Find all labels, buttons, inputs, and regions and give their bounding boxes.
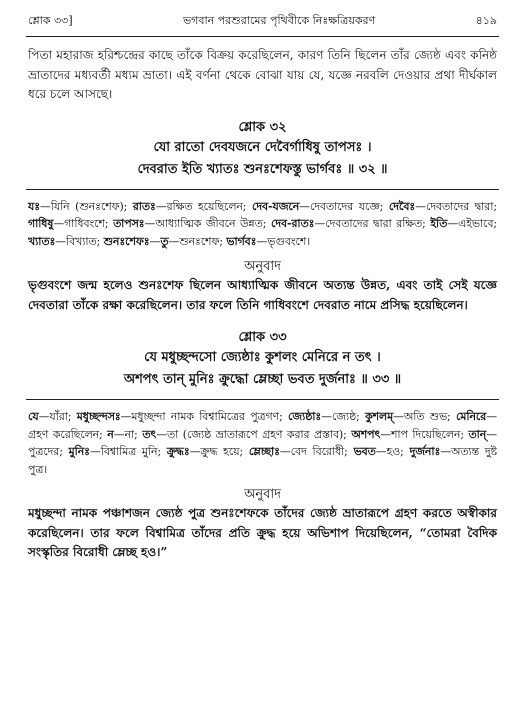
synonym-meaning: —এইভাবে; xyxy=(447,217,497,230)
synonym-meaning: —গ্রহণ করেছিলেন; xyxy=(28,410,497,441)
synonym-word: শুনঃশেফঃ xyxy=(103,234,150,248)
synonym-word: যঃ xyxy=(28,199,40,213)
synonym-word: কুশলম্ xyxy=(365,410,394,423)
synonym-word: ভার্গবঃ xyxy=(226,234,257,248)
synonym-meaning: —না; xyxy=(113,427,143,441)
verse-33-title: শ্লোক ৩৩ xyxy=(238,330,287,345)
verse-33-line-1: যে মধুচ্ছন্দসো জ্যেষ্ঠাঃ কুশলং মেনিরে ন তৎ । xyxy=(144,350,381,365)
synonym-word: দুর্জনাঃ xyxy=(409,445,441,458)
synonym-meaning: —দেবতাদের দ্বারা; xyxy=(415,199,497,213)
synonym-word: খ্যাতঃ xyxy=(28,234,56,248)
synonym-meaning: —ভৃগুবংশে। xyxy=(256,234,311,248)
synonym-meaning: —যিনি (শুনঃশেফ); xyxy=(39,199,133,213)
synonym-meaning: —শুনঃশেফ; xyxy=(168,234,227,248)
synonym-word: দেবৈঃ xyxy=(388,199,416,213)
synonym-word: মধুচ্ছন্দসঃ xyxy=(76,410,121,423)
verse-33-line-2: অশপৎ তান্ মুনিঃ ক্রুদ্ধো ম্লেচ্ছা ভবত দুর্জনাঃ ॥ ৩৩ ॥ xyxy=(123,372,402,387)
verse-32-line-1: যো রাতো দেবযজনে দেবৈর্গাধিষু তাপসঃ । xyxy=(153,139,372,155)
synonym-meaning: —শাপ দিয়েছিলেন; xyxy=(380,427,469,441)
synonym-word: ম্লেচ্ছাঃ xyxy=(248,445,280,458)
synonym-word: তৎ xyxy=(142,427,157,441)
synonym-word: দেব-যজনে xyxy=(251,199,300,213)
synonym-meaning: —বিশ্বামিত্র মুনি; xyxy=(89,445,167,458)
synonym-word: জ্যেষ্ঠাঃ xyxy=(288,410,322,423)
synonym-meaning: — xyxy=(149,234,161,248)
verse-32-title: শ্লোক ৩২ xyxy=(238,119,287,135)
synonym-meaning: —দেবতাদের দ্বারা রক্ষিত; xyxy=(314,217,431,230)
synonym-word: ভবত xyxy=(353,445,376,458)
synonym-word: রাতঃ xyxy=(132,199,156,213)
synonym-word: ন xyxy=(107,427,114,441)
synonym-word: তু xyxy=(160,234,169,248)
synonym-meaning: —আধ্যাত্মিক জীবনে উন্নত; xyxy=(144,217,271,230)
synonym-meaning: —যাঁরা; xyxy=(38,410,77,423)
synonym-word: তান্ xyxy=(468,427,487,441)
synonym-word: দেব-রাতঃ xyxy=(270,217,315,230)
synonym-meaning: —বিখ্যাত; xyxy=(55,234,104,248)
synonym-word: অশপৎ xyxy=(351,427,381,441)
synonym-meaning: —তা (জ্যেষ্ঠ ভ্রাতারূপে গ্রহণ করার প্রস্তাব); xyxy=(156,427,352,441)
verse-32-line-2: দেবরাত ইতি খ্যাতঃ শুনঃশেফস্তু ভার্গবঃ ॥ ৩২ ॥ xyxy=(137,161,388,177)
synonym-word: ইতি xyxy=(430,217,448,230)
synonym-word: মুনিঃ xyxy=(68,445,90,458)
synonym-word: যে xyxy=(28,410,39,423)
verse-33-translation: মধুচ্ছন্দা নামক পঞ্চাশজন জ্যেষ্ঠ পুত্র শুনঃশেফকে তাঁদের জ্যেষ্ঠ ভ্রাতারূপে গ্রহণ করতে অস্বীকার করেছিলেন। তার ফলে বিশ্বামিত্র তাঁদের প্রতি ক্রুদ্ধ হয়ে অভিশাপ দিয়েছিলেন, “তোমরা বৈদিক সংস্কৃতির বিরোধী ম্লেচ্ছ হও।” xyxy=(28,506,497,559)
synonym-word: ক্রুদ্ধঃ xyxy=(166,445,190,458)
synonym-meaning: —রক্ষিত হয়েছিলেন; xyxy=(155,199,252,213)
synonym-meaning: —জ্যেষ্ঠ; xyxy=(321,410,366,423)
synonym-word: গাধিষু xyxy=(28,217,54,230)
page-content xyxy=(28,46,497,563)
header-verse-ref: শ্লোক ৩৩] xyxy=(28,13,73,27)
synonym-meaning: —ক্রুদ্ধ হয়ে; xyxy=(189,445,249,458)
synonym-meaning: —অত্যন্ত দুষ্ট পুত্র। xyxy=(28,445,497,476)
verse-32-synonyms xyxy=(28,198,497,251)
header-rule xyxy=(26,36,499,37)
page-number: ৪১৯ xyxy=(475,13,497,27)
header-chapter-title: ভগবান পরশুরামের পৃথিবীকে নিঃক্ষত্রিয়করণ xyxy=(182,13,376,27)
synonym-word: তাপসঃ xyxy=(113,217,145,230)
synonym-meaning: —হও; xyxy=(375,445,410,458)
synonym-meaning: —গাধিবংশে; xyxy=(53,217,114,230)
synonym-word: মেনিরে xyxy=(456,410,487,423)
verse-32-separator xyxy=(26,189,499,190)
synonym-meaning: —বেদ বিরোধী; xyxy=(279,445,354,458)
synonym-meaning: —পুত্রদের; xyxy=(28,427,497,458)
verse-32-anuvad-title: অনুবাদ xyxy=(244,259,281,274)
verse-33-anuvad-title: অনুবাদ xyxy=(244,487,281,502)
verse-33-separator xyxy=(26,399,499,400)
verse-33-synonyms xyxy=(28,408,497,478)
intro-paragraph: পিতা মহারাজ হরিশ্চন্দ্রের কাছে তাঁকে বিক্রয় করেছিলেন, কারণ তিনি ছিলেন তাঁর জ্যেষ্ঠ এবং কনিষ্ঠ ভ্রাতাদের মধ্যবর্তী মধ্যম ভ্রাতা। এই বর্ণনা থেকে বোঝা যায় যে, যজ্ঞে নরবলি দেওয়ার প্রথা দীর্ঘকাল ধরে চলে আসছে। xyxy=(28,48,497,101)
synonym-meaning: —মধুচ্ছন্দা নামক বিশ্বামিত্রের পুত্রগণ; xyxy=(120,410,289,423)
running-header xyxy=(28,10,497,32)
synonym-meaning: —অতি শুভ; xyxy=(393,410,456,423)
synonym-meaning: —দেবতাদের যজ্ঞে; xyxy=(299,199,389,213)
verse-32-translation: ভৃগুবংশে জন্ম হলেও শুনঃশেফ ছিলেন আধ্যাত্মিক জীবনে অত্যন্ত উন্নত, এবং তাই সেই যজ্ঞে দেবতারা তাঁকে রক্ষা করেছিলেন। তার ফলে তিনি গাধিবংশে দেবরাত নামে প্রসিদ্ধ হয়েছিলেন। xyxy=(28,278,497,312)
